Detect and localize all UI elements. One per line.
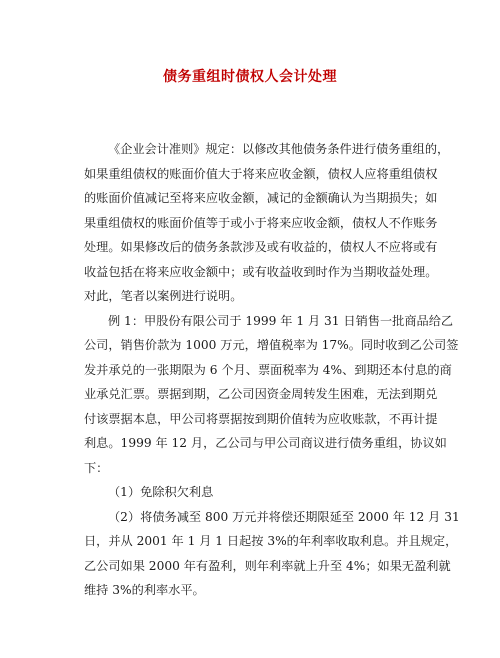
document-title: 债务重组时债权人会计处理	[163, 69, 337, 85]
body-line: 乙公司如果 2000 年有盈利，则年利率就上升至 4%；如果无盈利就	[84, 558, 451, 573]
body-line: 日，并从 2001 年 1 月 1 日起按 3%的年利率收取利息。并且规定，	[84, 534, 458, 548]
body-line: 处理。如果修改后的债务条款涉及或有收益的，债权人不应将或有	[84, 240, 438, 254]
body-line: 如果重组债权的账面价值大于将来应收金额，债权人应将重组债权	[84, 166, 438, 181]
body-line: 果重组债权的账面价值等于或小于将来应收金额，债权人不作账务	[84, 215, 438, 230]
body-line: 收益包括在将来应收金额中；或有收益收到时作为当期收益处理。	[84, 264, 438, 279]
body-line: （1）免除积欠利息	[108, 485, 214, 499]
body-line: 下：	[84, 460, 109, 475]
body-line: 利息。1999 年 12 月，乙公司与甲公司商议进行债务重组，协议如	[84, 436, 447, 450]
body-line: （2）将债务减至 800 万元并将偿还期限延至 2000 年 12 月 31	[108, 509, 460, 524]
body-line: 业承兑汇票。票据到期，乙公司因资金周转发生困难，无法到期兑	[84, 387, 438, 401]
body-line: 《企业会计准则》规定：以修改其他债务条件进行债务重组的，	[108, 142, 450, 156]
body-line: 对此，笔者以案例进行说明。	[84, 289, 243, 303]
body-line: 付该票据本息，甲公司将票据按到期价值转为应收账款，不再计提	[84, 411, 438, 426]
body-line: 公司，销售价款为 1000 万元，增值税率为 17%。同时收到乙公司签	[84, 338, 459, 352]
body-line: 例 1：甲股份有限公司于 1999 年 1 月 31 日销售一批商品给乙	[108, 313, 454, 328]
body-line: 维持 3%的利率水平。	[84, 583, 205, 597]
body-line: 发并承兑的一张期限为 6 个月、票面税率为 4%、到期还本付息的商	[84, 362, 452, 377]
document-body	[84, 137, 460, 603]
body-line: 的账面价值减记至将来应收金额，减记的金额确认为当期损失；如	[84, 191, 438, 205]
